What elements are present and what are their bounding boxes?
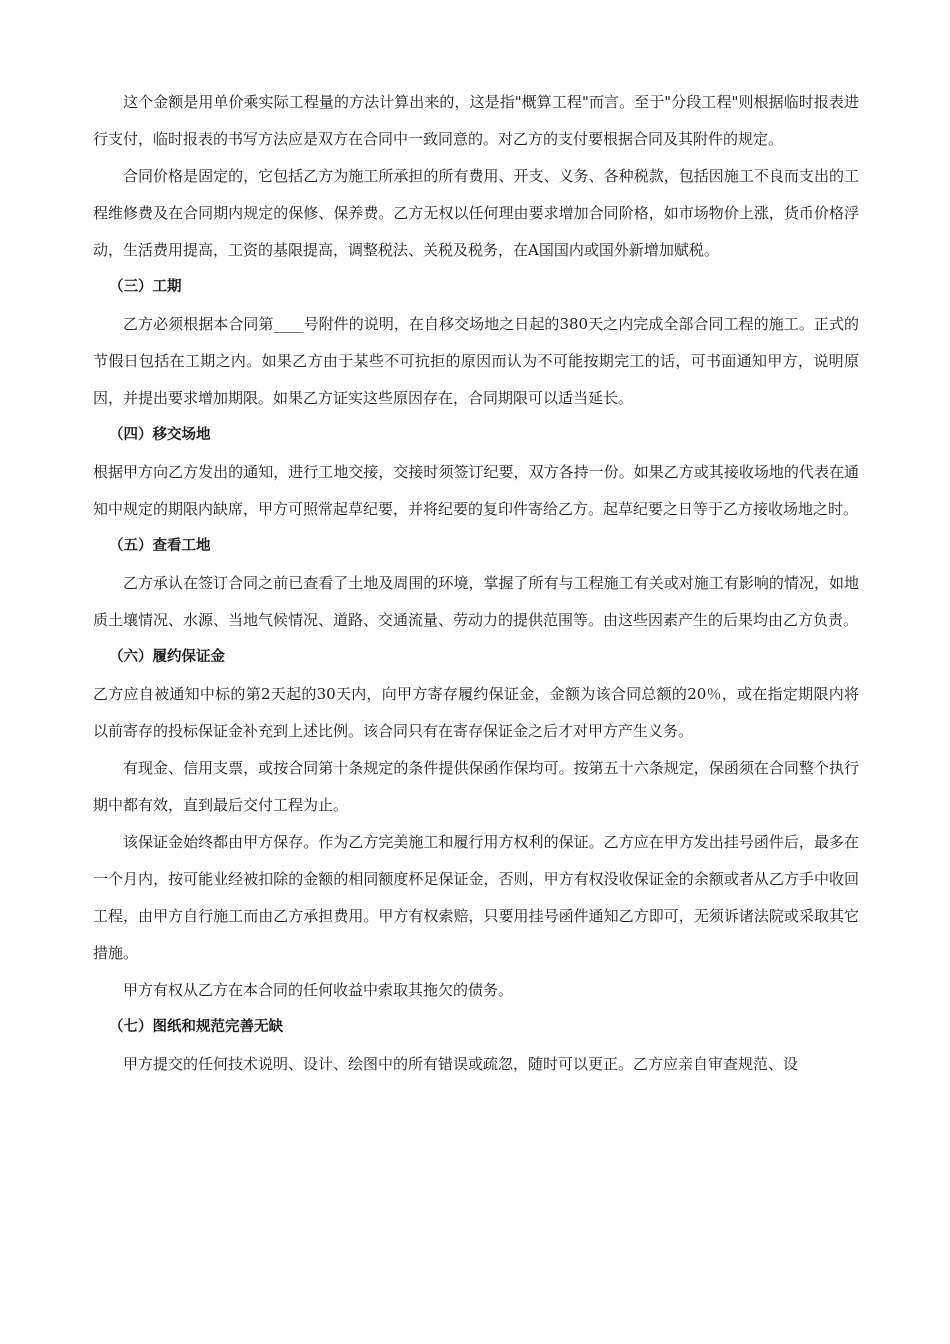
section-heading-site-inspection: （五）查看工地 bbox=[109, 538, 211, 554]
paragraph-drawings-specs: 甲方提交的任何技术说明、设计、绘图中的所有错误或疏忽，随时可以更正。乙方应亲自审查规范、设 bbox=[123, 1055, 799, 1073]
document-page bbox=[93, 84, 859, 1083]
section-heading-performance-bond: （六）履约保证金 bbox=[109, 649, 225, 665]
paragraph-site-handover: 根据甲方向乙方发出的通知，进行工地交接，交接时须签订纪要，双方各持一份。如果乙方或其接收场地的代表在通知中规定的期限内缺席，甲方可照常起草纪要，并将纪要的复印件寄给乙方。起草纪要之日等于乙方接收场地之时。 bbox=[93, 463, 859, 518]
paragraph-contract-price: 合同价格是固定的，它包括乙方为施工所承担的所有费用、开支、义务、各种税款，包括因施工不良而支出的工程维修费及在合同期内规定的保修、保养费。乙方无权以任何理由要求增加合同阶格，如市场物价上涨，货币价格浮动，生活费用提高，工资的基限提高，调整税法、关税及税务，在A国国内或国外新增加赋税。 bbox=[93, 167, 859, 259]
section-heading-site-handover: （四）移交场地 bbox=[109, 427, 211, 443]
paragraph-duration: 乙方必须根据本合同第____号附件的说明，在自移交场地之日起的380天之内完成全部合同工程的施工。正式的节假日包括在工期之内。如果乙方由于某些不可抗拒的原因而认为不可能按期完工的话，可书面通知甲方，说明原因，并提出要求增加期限。如果乙方证实这些原因存在，合同期限可以适当延长。 bbox=[93, 315, 859, 407]
paragraph-payment-calculation: 这个金额是用单价乘实际工程量的方法计算出来的，这是指"概算工程"而言。至于"分段工程"则根据临时报表进行支付，临时报表的书写方法应是双方在合同中一致同意的。对乙方的支付要根据合同及其附件的规定。 bbox=[93, 93, 859, 148]
section-heading-duration: （三）工期 bbox=[109, 279, 182, 295]
paragraph-debt-recovery: 甲方有权从乙方在本合同的任何收益中索取其拖欠的债务。 bbox=[123, 981, 514, 999]
section-heading-drawings-specs: （七）图纸和规范完善无缺 bbox=[109, 1019, 283, 1035]
paragraph-bond-custody: 该保证金始终都由甲方保存。作为乙方完美施工和履行用方权利的保证。乙方应在甲方发出挂号函件后，最多在一个月内，按可能业经被扣除的金额的相同额度杯足保证金，否则，甲方有权没收保证金的余额或者从乙方手中收回工程，由甲方自行施工而由乙方承担费用。甲方有权索赔，只要用挂号函件通知乙方即可，无须诉诸法院或采取其它措施。 bbox=[93, 833, 859, 962]
paragraph-site-inspection: 乙方承认在签订合同之前已查看了土地及周围的环境，掌握了所有与工程施工有关或对施工有影响的情况，如地质土壤情况、水源、当地气候情况、道路、交通流量、劳动力的提供范围等。由这些因素产生的后果均由乙方负责。 bbox=[93, 574, 859, 629]
paragraph-bond-forms: 有现金、信用支票，或按合同第十条规定的条件提供保函作保均可。按第五十六条规定，保函须在合同整个执行期中都有效，直到最后交付工程为止。 bbox=[93, 759, 859, 814]
paragraph-bond-deposit: 乙方应自被通知中标的第2天起的30天内，向甲方寄存履约保证金，金额为该合同总额的20％，或在指定期限内将以前寄存的投标保证金补充到上述比例。该合同只有在寄存保证金之后才对甲方产生义务。 bbox=[93, 685, 859, 740]
